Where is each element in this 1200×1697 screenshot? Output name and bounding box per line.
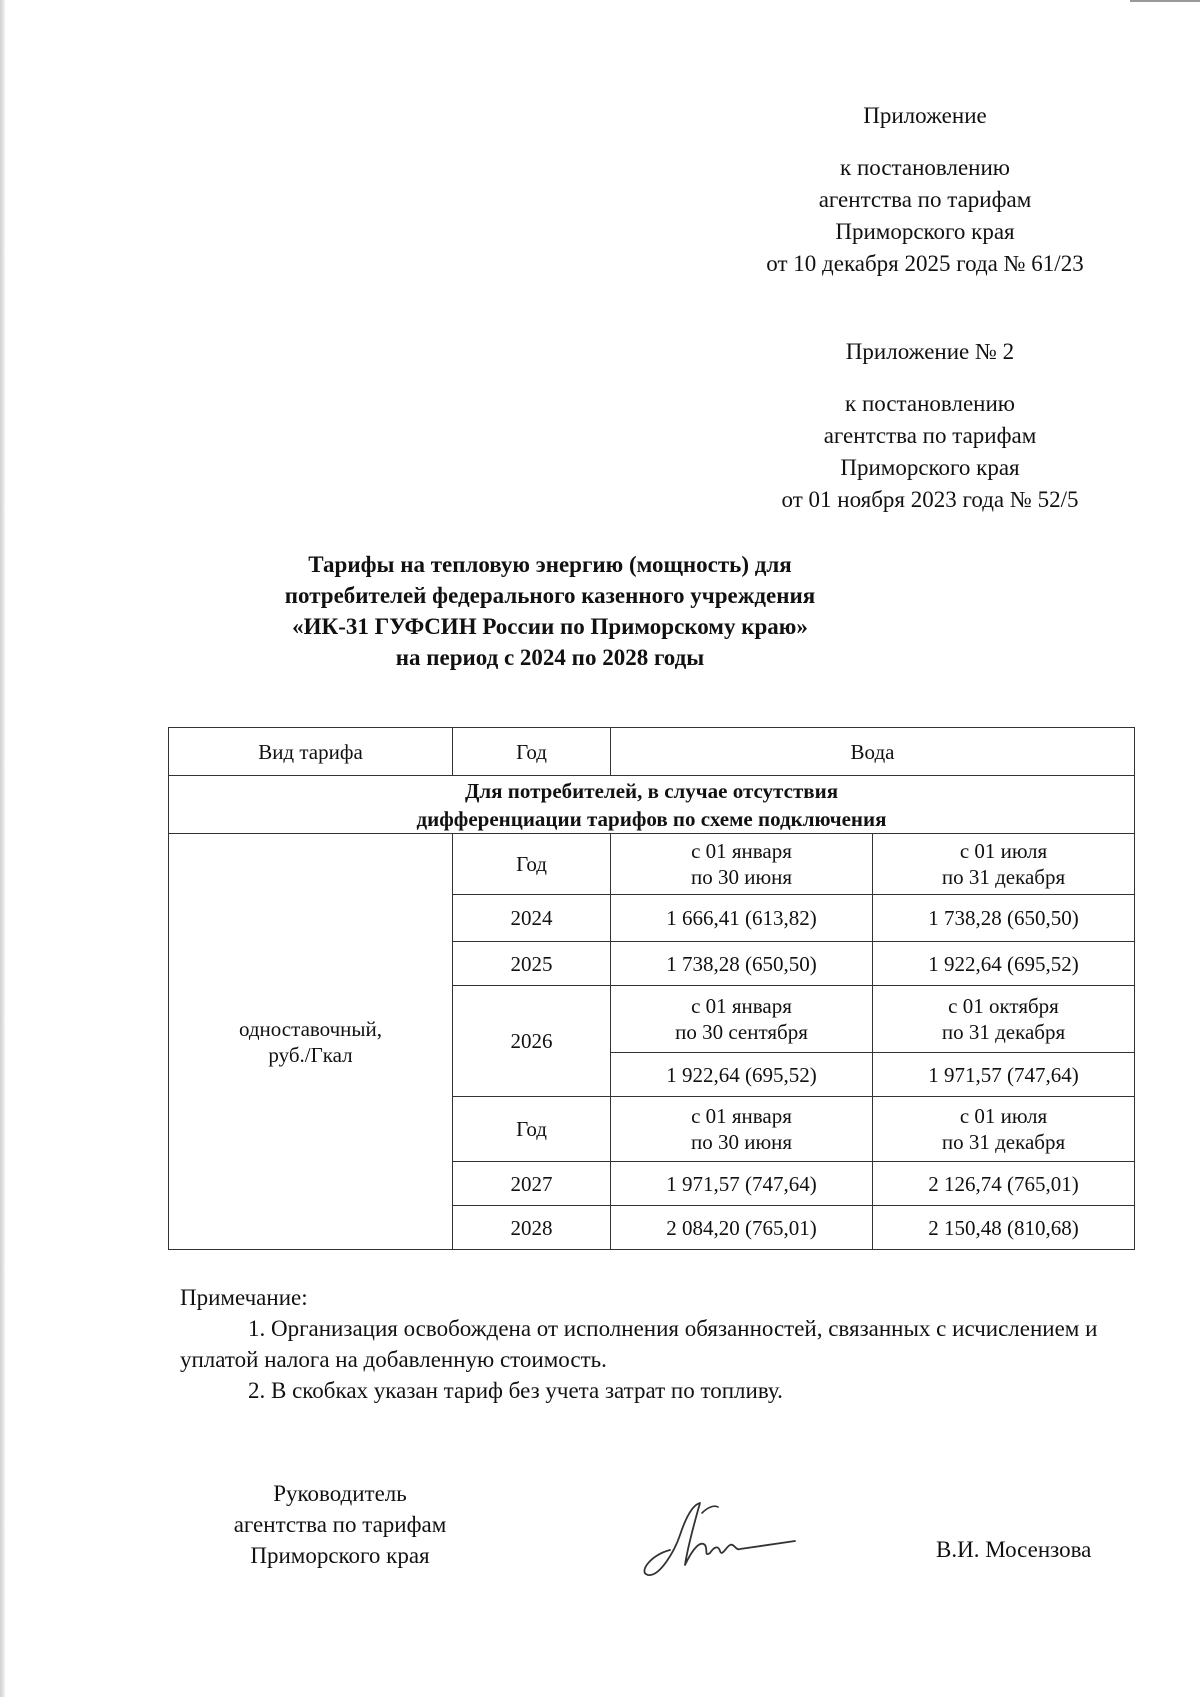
period-1-header [611,986,873,1053]
tariff-value: 2 126,74 (765,01) [873,1162,1135,1206]
period-line: по 30 июня [690,865,793,889]
period-line: по 31 декабря [941,1130,1066,1154]
scan-left-edge [0,0,5,1697]
tariff-value: 1 666,41 (613,82) [611,895,873,942]
signer-position [190,1478,490,1571]
period-line: по 31 декабря [941,865,1066,889]
tariff-value: 1 922,64 (695,52) [611,1053,873,1097]
approval-line: агентства по тарифам [818,187,1032,212]
period-line: с 01 января [691,839,792,863]
tariff-table [168,727,1135,1250]
period-line: с 01 июля [959,839,1048,863]
section-title-line: дифференциации тарифов по схеме подключения [416,806,887,831]
period-2-header [873,1097,1135,1162]
approval-line: агентства по тарифам [823,423,1037,448]
period-1-header [611,834,873,895]
approval-line: Приморского края [840,455,1020,480]
tariff-value: 1 738,28 (650,50) [873,895,1135,942]
document-title [250,549,850,673]
tariff-value: 1 971,57 (747,64) [611,1162,873,1206]
tariff-type-cell [169,834,453,1250]
period-line: с 01 июля [959,1104,1048,1128]
title-line: на период с 2024 по 2028 годы [395,645,705,670]
period-line: по 30 июня [690,1130,793,1154]
tariff-type-line: одноставочный, [238,1016,383,1041]
period-line: по 30 сентября [675,1020,808,1044]
notes-title: Примечание: [180,1285,308,1310]
period-1-header [611,1097,873,1162]
period-line: с 01 января [691,994,792,1018]
period-2-header [873,986,1135,1053]
tariff-value: 2 084,20 (765,01) [611,1206,873,1250]
approval-title: Приложение № 2 [845,339,1015,364]
handwritten-signature [630,1495,800,1580]
approval-line: к постановлению [840,155,1010,180]
signer-position-line: Приморского края [250,1543,430,1568]
signer-name: В.И. Мосензова [936,1537,1092,1562]
period-line: по 31 декабря [941,1020,1066,1044]
note-item: 2. В скобках указан тариф без учета затрат по топливу. [248,1378,783,1403]
approval-block-current [715,100,1135,280]
approval-date-number: от 01 ноября 2023 года № 52/5 [781,487,1079,512]
header-medium: Вода [611,728,1135,776]
tariff-value: 1 971,57 (747,64) [873,1053,1135,1097]
period-line: с 01 октября [948,994,1059,1018]
title-line: «ИК-31 ГУФСИН России по Приморскому краю» [292,614,808,639]
note-item: 1. Организация освобождена от исполнения обязанностей, связанных с исчислением и уплатой налога на добавленную стоимость. [180,1316,1098,1372]
year-cell: 2024 [453,895,611,942]
year-label: Год [453,834,611,895]
year-cell: 2025 [453,942,611,986]
year-label: Год [453,1097,611,1162]
year-cell: 2027 [453,1162,611,1206]
signer-position-line: агентства по тарифам [233,1512,447,1537]
approval-title: Приложение [863,103,987,128]
title-line: потребителей федерального казенного учреждения [284,583,816,608]
year-cell: 2028 [453,1206,611,1250]
table-row [169,834,1135,895]
approval-line: к постановлению [845,391,1015,416]
period-2-header [873,834,1135,895]
section-row [169,776,1135,834]
approval-block-original [725,336,1135,516]
tariff-value: 1 738,28 (650,50) [611,942,873,986]
year-cell: 2026 [453,986,611,1097]
tariff-value: 2 150,48 (810,68) [873,1206,1135,1250]
section-title-line: Для потребителей, в случае отсутствия [464,778,839,803]
notes-section [180,1282,1130,1406]
tariff-value: 1 922,64 (695,52) [873,942,1135,986]
header-year: Год [453,728,611,776]
approval-date-number: от 10 декабря 2025 года № 61/23 [766,251,1084,276]
title-line: Тарифы на тепловую энергию (мощность) для [308,552,792,577]
period-line: с 01 января [691,1104,792,1128]
tariff-type-line: руб./Гкал [268,1042,353,1067]
section-title [169,776,1135,834]
signer-position-line: Руководитель [273,1481,407,1506]
scan-corner-mark [1130,0,1200,2]
header-tariff-type: Вид тарифа [169,728,453,776]
approval-line: Приморского края [835,219,1015,244]
table-header-row [169,728,1135,776]
